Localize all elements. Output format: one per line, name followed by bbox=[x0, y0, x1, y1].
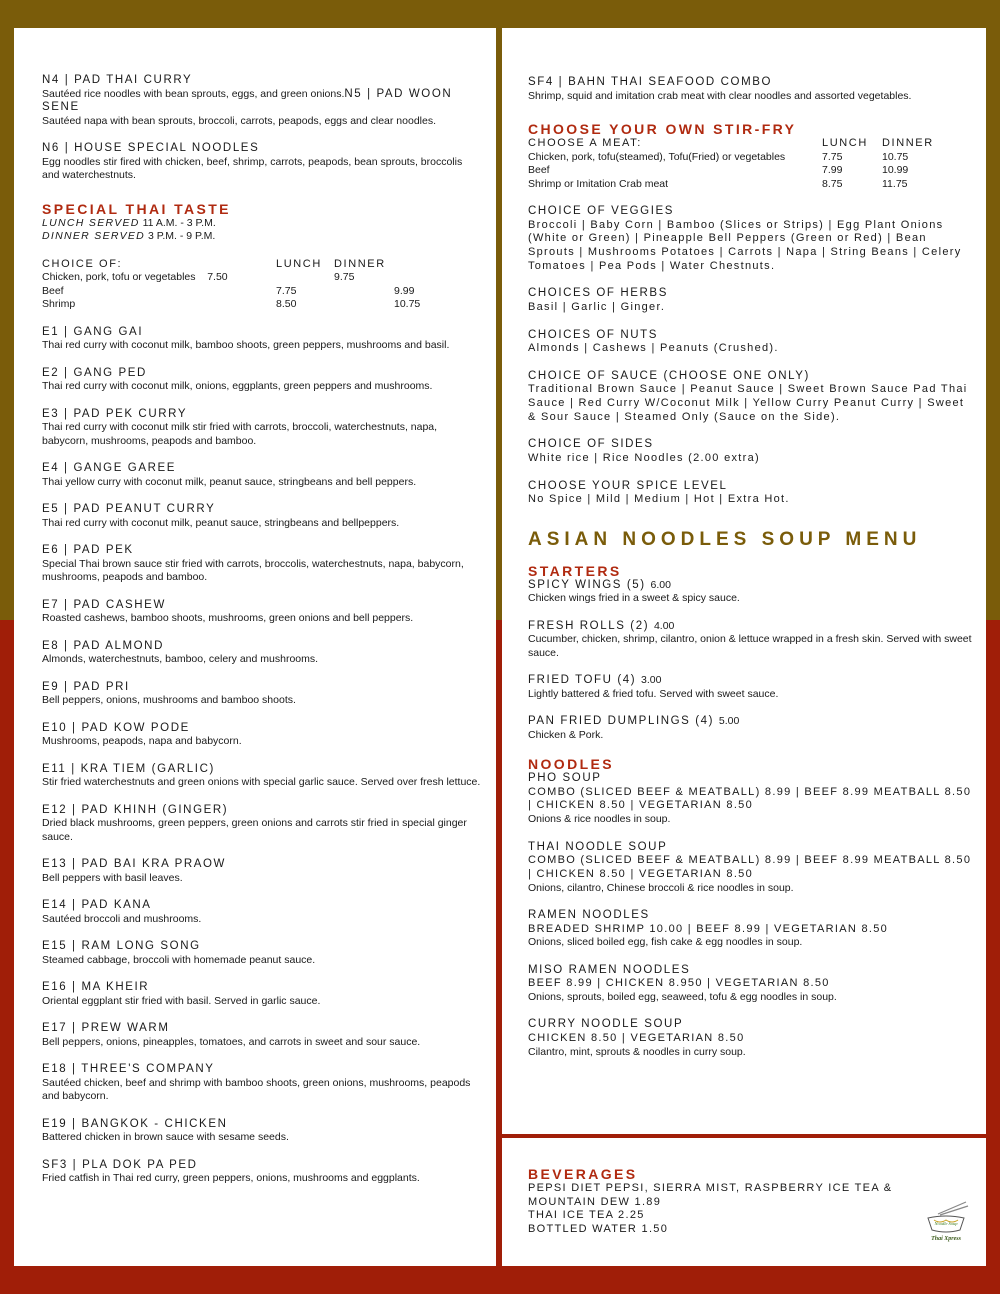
item-title: E4 | GANGE GAREE bbox=[42, 462, 177, 474]
starter-title-line bbox=[528, 620, 974, 634]
starter-desc: Chicken wings fried in a sweet & spicy sauce. bbox=[528, 592, 740, 605]
item-title: E12 | PAD KHINH (GINGER) bbox=[42, 803, 229, 816]
item-title: E5 | PAD PEANUT CURRY bbox=[42, 503, 216, 515]
item-desc: Roasted cashews, bamboo shoots, mushrooms, green onions and bell peppers. bbox=[42, 612, 414, 624]
noodle-title: THAI NOODLE SOUP bbox=[528, 840, 668, 853]
choice-options: White rice | Rice Noodles (2.00 extra) bbox=[528, 451, 760, 464]
row-lunch: 7.50 bbox=[207, 271, 228, 283]
item-title: E19 | BANGKOK - CHICKEN bbox=[42, 1117, 228, 1130]
menu-item bbox=[42, 763, 482, 790]
starter-item bbox=[528, 674, 974, 701]
row-lunch: 8.75 bbox=[822, 177, 843, 190]
noodle-desc: Onions & rice noodles in soup. bbox=[528, 813, 671, 826]
row-name: Beef bbox=[42, 284, 64, 297]
noodle-item bbox=[528, 772, 974, 826]
row-name: Shrimp bbox=[42, 298, 76, 310]
item-title: E14 | PAD KANA bbox=[42, 899, 152, 911]
section-title: SPECIAL THAI TASTE bbox=[42, 200, 231, 217]
item-title: E2 | GANG PED bbox=[42, 366, 147, 379]
noodle-options: BEEF 8.99 | CHICKEN 8.950 | VEGETARIAN 8.50 bbox=[528, 977, 830, 990]
beverage-line: BOTTLED WATER 1.50 bbox=[528, 1223, 669, 1236]
special-price-table bbox=[42, 258, 432, 312]
lunch-header: LUNCH bbox=[822, 137, 868, 149]
item-desc: Fried catfish in Thai red curry, green peppers, onions, mushrooms and eggplants. bbox=[42, 1172, 420, 1184]
stirfry-price-table bbox=[528, 137, 958, 191]
row-dinner: 10.99 bbox=[882, 164, 909, 176]
item-desc: Sautéed napa with bean sprouts, broccoli, carrots, peapods, eggs and clear noodles. bbox=[42, 114, 437, 127]
starter-title-line bbox=[528, 715, 974, 729]
item-desc: Mushrooms, peapods, napa and babycorn. bbox=[42, 735, 242, 747]
row-lunch: 7.99 bbox=[822, 164, 843, 176]
choice-options: Broccoli | Baby Corn | Bamboo (Slices or Strips) | Egg Plant Onions (White or Green) | Pineapple Bell Peppers (Green or Red) | Bean Sprouts | Mushrooms Potatoes | Carrots | Napa | String Beans | Celery Tomatoes | Pea Pods | Water Chestnuts. bbox=[528, 218, 962, 272]
right-menu-panel bbox=[502, 28, 986, 1134]
meat-header: CHOOSE A MEAT: bbox=[528, 137, 642, 149]
special-thai-taste-section bbox=[42, 201, 482, 312]
dinner-hours: DINNER SERVED 3 P.M. - 9 P.M. bbox=[42, 230, 216, 242]
left-menu-panel bbox=[14, 28, 496, 1266]
noodle-desc: Onions, cilantro, Chinese broccoli & rice noodles in soup. bbox=[528, 881, 794, 894]
item-title: E9 | PAD PRI bbox=[42, 680, 130, 693]
choice-title: CHOICE OF SIDES bbox=[528, 438, 654, 451]
item-desc: Special Thai brown sauce stir fried with carrots, broccolis, waterchestnuts, napa, babycorn, mushrooms, peapods and bamboo. bbox=[42, 557, 464, 583]
menu-item bbox=[42, 1063, 482, 1104]
table-row bbox=[42, 271, 432, 285]
menu-item bbox=[42, 503, 482, 530]
choice-group bbox=[528, 329, 974, 356]
noodle-item bbox=[528, 909, 974, 950]
item-desc: Sautéed chicken, beef and shrimp with bamboo shoots, green onions, mushrooms, peapods and babycorn. bbox=[42, 1076, 471, 1102]
row-name: Shrimp or Imitation Crab meat bbox=[528, 177, 669, 190]
starter-item bbox=[528, 620, 974, 661]
noodle-desc: Cilantro, mint, sprouts & noodles in curry soup. bbox=[528, 1045, 746, 1058]
section-title: CHOOSE YOUR OWN STIR-FRY bbox=[528, 121, 797, 137]
noodle-item bbox=[528, 1018, 974, 1059]
menu-item bbox=[42, 142, 482, 183]
starter-item bbox=[528, 715, 974, 742]
right-column bbox=[528, 76, 974, 1073]
item-title: N6 | HOUSE SPECIAL NOODLES bbox=[42, 142, 260, 154]
choice-options: Almonds | Cashews | Peanuts (Crushed). bbox=[528, 342, 779, 355]
row-lunch: 7.75 bbox=[276, 284, 297, 297]
noodle-title: RAMEN NOODLES bbox=[528, 909, 650, 922]
starter-price: 3.00 bbox=[641, 674, 662, 687]
logo-top-text: Noodle Soup bbox=[934, 1221, 958, 1226]
lunch-header: LUNCH bbox=[276, 257, 322, 270]
choice-title: CHOICES OF NUTS bbox=[528, 328, 659, 341]
item-desc: Thai red curry with coconut milk, peanut sauce, stringbeans and bellpeppers. bbox=[42, 516, 400, 529]
noodle-desc: Onions, sliced boiled egg, fish cake & egg noodles in soup. bbox=[528, 936, 803, 949]
beverages-title: BEVERAGES bbox=[528, 1166, 638, 1182]
item-title: E1 | GANG GAI bbox=[42, 325, 144, 338]
choice-group bbox=[528, 480, 974, 507]
item-desc: Sautéed broccoli and mushrooms. bbox=[42, 912, 202, 925]
item-desc: Oriental eggplant stir fried with basil. Served in garlic sauce. bbox=[42, 994, 321, 1007]
choice-options: No Spice | Mild | Medium | Hot | Extra Hot. bbox=[528, 493, 790, 506]
starter-title: PAN FRIED DUMPLINGS (4) bbox=[528, 715, 715, 728]
starters-list bbox=[528, 579, 974, 743]
beverage-line: PEPSI DIET PEPSI, SIERRA MIST, RASPBERRY ICE TEA & MOUNTAIN DEW 1.89 bbox=[528, 1182, 893, 1208]
menu-item bbox=[42, 462, 482, 489]
table-row bbox=[42, 285, 432, 299]
starter-title: FRIED TOFU (4) bbox=[528, 674, 637, 687]
stirfry-choices bbox=[528, 205, 974, 507]
item-title: E17 | PREW WARM bbox=[42, 1022, 170, 1034]
item-title: E6 | PAD PEK bbox=[42, 544, 134, 556]
item-title: E10 | PAD KOW PODE bbox=[42, 721, 190, 734]
noodle-options: COMBO (SLICED BEEF & MEATBALL) 8.99 | BEEF 8.99 MEATBALL 8.50 | CHICKEN 8.50 | VEGETARIAN 8.50 bbox=[528, 785, 972, 812]
menu-item-n4-n5 bbox=[42, 74, 482, 128]
noodle-options: CHICKEN 8.50 | VEGETARIAN 8.50 bbox=[528, 1031, 745, 1044]
item-title: SF3 | PLA DOK PA PED bbox=[42, 1158, 198, 1171]
item-desc: Thai yellow curry with coconut milk, peanut sauce, stringbeans and bell peppers. bbox=[42, 475, 417, 488]
item-desc: Shrimp, squid and imitation crab meat with clear noodles and assorted vegetables. bbox=[528, 89, 912, 102]
item-desc: Bell peppers with basil leaves. bbox=[42, 871, 183, 884]
starter-price: 4.00 bbox=[653, 619, 675, 632]
beverages-section bbox=[528, 1166, 918, 1237]
menu-item bbox=[42, 367, 482, 394]
noodles-list bbox=[528, 772, 974, 1059]
noodle-title: PHO SOUP bbox=[528, 772, 602, 785]
menu-item-sf4 bbox=[528, 76, 974, 103]
noodle-item bbox=[528, 841, 974, 895]
dinner-header: DINNER bbox=[334, 257, 386, 270]
starter-title: SPICY WINGS (5) bbox=[528, 578, 646, 591]
starter-desc: Chicken & Pork. bbox=[528, 728, 604, 741]
menu-item bbox=[42, 722, 482, 749]
row-dinner: 9.75 bbox=[334, 271, 355, 283]
menu-item bbox=[42, 981, 482, 1008]
noodle-desc: Onions, sprouts, boiled egg, seaweed, tofu & egg noodles in soup. bbox=[528, 990, 837, 1003]
starter-title: FRESH ROLLS (2) bbox=[528, 619, 650, 632]
choice-group bbox=[528, 287, 974, 314]
item-title: E3 | PAD PEK CURRY bbox=[42, 407, 188, 420]
row-name: Chicken, pork, tofu(steamed), Tofu(Fried) or vegetables bbox=[528, 150, 786, 163]
item-title: N4 | PAD THAI CURRY bbox=[42, 74, 193, 86]
menu-item bbox=[42, 408, 482, 449]
menu-item bbox=[42, 899, 482, 926]
table-row bbox=[528, 151, 958, 165]
menu-item bbox=[42, 1022, 482, 1049]
noodle-options: COMBO (SLICED BEEF & MEATBALL) 8.99 | BEEF 8.99 MEATBALL 8.50 | CHICKEN 8.50 | VEGETARIAN 8.50 bbox=[528, 854, 972, 880]
item-title: E13 | PAD BAI KRA PRAOW bbox=[42, 858, 227, 870]
lunch-hours: LUNCH SERVED 11 A.M. - 3 P.M. bbox=[42, 216, 216, 229]
noodles-title: NOODLES bbox=[528, 756, 615, 773]
choice-group bbox=[528, 205, 974, 273]
starter-title-line bbox=[528, 674, 974, 688]
row-dinner: 10.75 bbox=[394, 298, 421, 310]
noodle-title: CURRY NOODLE SOUP bbox=[528, 1018, 684, 1031]
menu-item bbox=[42, 640, 482, 667]
item-title: E7 | PAD CASHEW bbox=[42, 598, 166, 611]
item-desc: Dried black mushrooms, green peppers, green onions and carrots stir fried in special ginger sauce. bbox=[42, 817, 467, 843]
left-column bbox=[42, 74, 482, 1200]
choice-options: Traditional Brown Sauce | Peanut Sauce | Sweet Brown Sauce Pad Thai Sauce | Red Curry W/Coconut Milk | Yellow Curry Peanut Curry | Sweet & Sour Sauce | Steamed Only (Sauce on the Side). bbox=[528, 383, 968, 423]
menu-item bbox=[42, 544, 482, 585]
starters-title: STARTERS bbox=[528, 562, 622, 579]
noodle-item bbox=[528, 964, 974, 1005]
logo-bottom-text: Thai Xpress bbox=[931, 1236, 961, 1242]
beverage-line: THAI ICE TEA 2.25 bbox=[528, 1209, 645, 1222]
choice-group bbox=[528, 438, 974, 465]
item-desc: Stir fried waterchestnuts and green onions with special garlic sauce. Served over fresh lettuce. bbox=[42, 776, 481, 788]
noodle-title: MISO RAMEN NOODLES bbox=[528, 963, 691, 976]
starter-item bbox=[528, 579, 974, 606]
table-row bbox=[42, 298, 432, 312]
item-desc: Thai red curry with coconut milk stir fried with carrots, broccoli, waterchestnuts, napa, babycorn, mushrooms, peapods and bamboo. bbox=[42, 421, 438, 447]
row-name: Chicken, pork, tofu or vegetables bbox=[42, 271, 196, 283]
item-title: E8 | PAD ALMOND bbox=[42, 639, 164, 652]
item-desc: Battered chicken in brown sauce with sesame seeds. bbox=[42, 1131, 289, 1143]
thai-xpress-logo bbox=[918, 1200, 974, 1250]
menu-item bbox=[42, 1118, 482, 1145]
starter-title-line bbox=[528, 579, 974, 593]
starter-desc: Lightly battered & fried tofu. Served with sweet sauce. bbox=[528, 687, 779, 700]
item-title: E16 | MA KHEIR bbox=[42, 981, 150, 993]
dinner-header: DINNER bbox=[882, 137, 934, 149]
item-desc: Thai red curry with coconut milk, bamboo shoots, green peppers, mushrooms and basil. bbox=[42, 339, 450, 351]
item-desc: Thai red curry with coconut milk, onions, eggplants, green peppers and mushrooms. bbox=[42, 380, 433, 392]
item-desc: Bell peppers, onions, pineapples, tomatoes, and carrots in sweet and sour sauce. bbox=[42, 1035, 421, 1048]
item-desc: Egg noodles stir fired with chicken, beef, shrimp, carrots, peapods, bean sprouts, broccolis and waterchestnuts. bbox=[42, 155, 463, 181]
menu-item bbox=[42, 804, 482, 845]
choice-title: CHOICES OF HERBS bbox=[528, 287, 668, 300]
noodle-bowl-icon bbox=[918, 1200, 974, 1250]
item-title: E11 | KRA TIEM (GARLIC) bbox=[42, 762, 215, 775]
menu-item bbox=[42, 940, 482, 967]
menu-item bbox=[42, 326, 482, 353]
row-name: Beef bbox=[528, 164, 550, 176]
table-row bbox=[528, 164, 958, 178]
item-title: SF4 | BAHN THAI SEAFOOD COMBO bbox=[528, 76, 773, 88]
choice-group bbox=[528, 370, 974, 425]
row-dinner: 11.75 bbox=[882, 177, 908, 190]
row-lunch: 7.75 bbox=[822, 150, 843, 163]
item-title: E18 | THREE'S COMPANY bbox=[42, 1063, 215, 1075]
choice-header: CHOICE OF: bbox=[42, 257, 123, 270]
item-desc: Sautéed rice noodles with bean sprouts, eggs, and green onions.N5 | PAD WOON SENE bbox=[42, 87, 453, 113]
soup-menu-title: ASIAN NOODLES SOUP MENU bbox=[528, 528, 922, 550]
row-dinner: 10.75 bbox=[882, 150, 909, 163]
item-title: N5 | PAD WOON SENE bbox=[42, 87, 453, 113]
choice-title: CHOICE OF VEGGIES bbox=[528, 205, 675, 217]
starter-desc: Cucumber, chicken, shrimp, cilantro, onion & lettuce wrapped in a fresh skin. Served with sweet sauce. bbox=[528, 633, 972, 659]
choice-title: CHOICE OF SAUCE (CHOOSE ONE ONLY) bbox=[528, 369, 810, 382]
menu-item bbox=[42, 599, 482, 626]
row-lunch: 8.50 bbox=[276, 298, 297, 310]
special-items-list bbox=[42, 326, 482, 1186]
noodle-options: BREADED SHRIMP 10.00 | BEEF 8.99 | VEGETARIAN 8.50 bbox=[528, 922, 889, 935]
item-title: E15 | RAM LONG SONG bbox=[42, 940, 201, 952]
menu-item bbox=[42, 681, 482, 708]
starter-price: 5.00 bbox=[718, 715, 740, 728]
beverages-panel bbox=[502, 1138, 986, 1266]
row-dinner: 9.99 bbox=[394, 284, 415, 297]
item-desc: Almonds, waterchestnuts, bamboo, celery and mushrooms. bbox=[42, 653, 319, 665]
item-desc: Bell peppers, onions, mushrooms and bamboo shoots. bbox=[42, 694, 296, 706]
starter-price: 6.00 bbox=[650, 578, 671, 591]
table-row bbox=[528, 178, 958, 192]
choice-options: Basil | Garlic | Ginger. bbox=[528, 300, 666, 313]
choice-title: CHOOSE YOUR SPICE LEVEL bbox=[528, 479, 728, 492]
menu-item bbox=[42, 1159, 482, 1186]
item-desc: Steamed cabbage, broccoli with homemade peanut sauce. bbox=[42, 953, 316, 966]
menu-item bbox=[42, 858, 482, 885]
